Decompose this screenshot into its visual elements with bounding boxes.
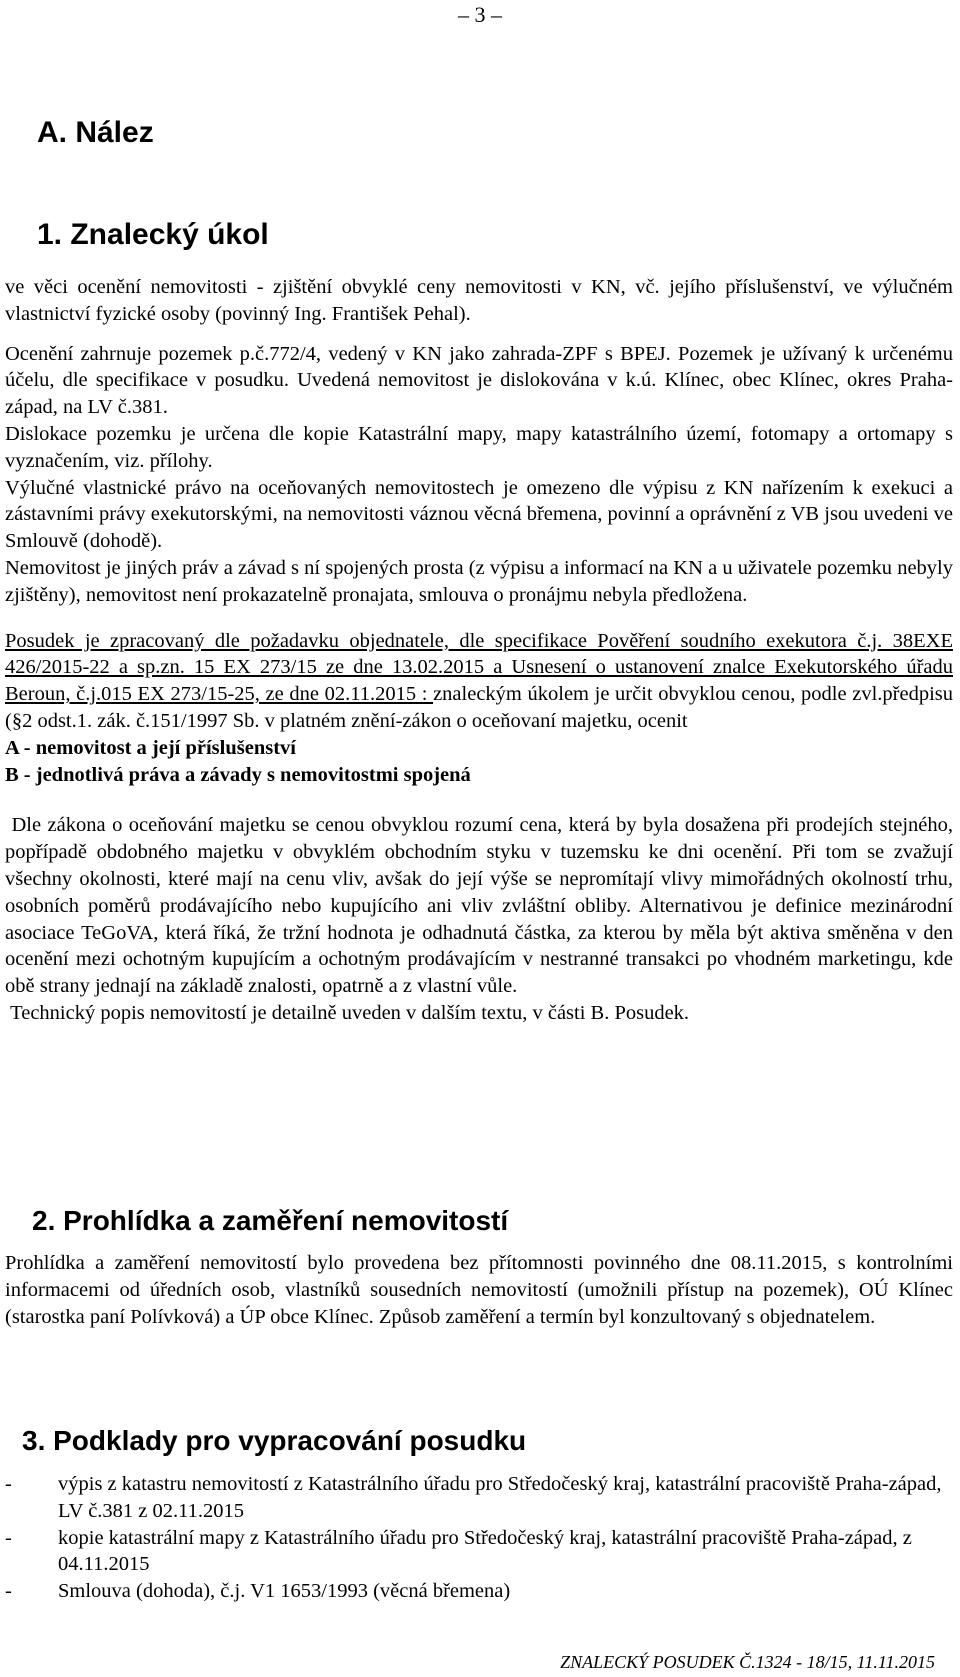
underlined-text: Posudek je zpracovaný dle požadavku objednatele, dle specifikace Pověření soudního exekutora č.j. 38EXE 426/2015-22 a sp.zn. 15 EX 273/15 ze dne 13.02.2015 a Usnesení o ustanovení znalce Exekutorského úřadu Beroun, č.j.015 EX 273/15-25, ze dne 02.11.2015 :: [5, 629, 953, 706]
list-dash: -: [5, 1473, 12, 1495]
paragraph: Dle zákona o oceňování majetku se cenou obvyklou rozumí cena, která by byla dosažena při prodejích stejného, popřípadě obdobného majetku v obvyklém obchodním styku v tuzemsku ke dni ocenění. Při tom se zvažují všechny okolnosti, které mají na cenu vliv, avšak do její výše se nepromítají vlivy mimořádných okolností trhu, osobních poměrů prodávajícího nebo kupujícího ani vliv zvláštní obliby. Alternativou je definice mezinárodní asociace TeGoVA, která říká, že tržní hodnota je odhadnutá částka, za kterou by měla být aktiva směněna v den ocenění mezi ochotným kupujícím a ochotným prodávajícím v nestranné transakci po vhodném marketingu, kde obě strany jednají na základě znalosti, opatrně a z vlastní vůle.: [5, 814, 959, 998]
list-item-text: výpis z katastru nemovitostí z Katastrálního úřadu pro Středočeský kraj, katastrální pracoviště Praha-západ, LV č.381 z 02.11.2015: [58, 1473, 942, 1522]
section-2-heading: 2. Prohlídka a zaměření nemovitostí: [32, 1205, 509, 1236]
main-heading: A. Nález: [37, 116, 154, 149]
paragraph: Dislokace pozemku je určena dle kopie Katastrální mapy, mapy katastrálního území, fotomapy a ortomapy s vyznačením, viz. přílohy.: [5, 422, 953, 472]
section-3-heading: 3. Podklady pro vypracování posudku: [22, 1425, 527, 1456]
list-item: [5, 1525, 953, 1579]
list-dash: -: [5, 1580, 12, 1603]
paragraph: Výlučné vlastnické právo na oceňovaných nemovitostech je omezeno dle výpisu z KN nařízením k exekuci a zástavními právy exekutorskými, na nemovitosti váznou věcná břemena, povinní a oprávnění z VB jsou uvedeni ve Smlouvě (dohodě).: [5, 476, 953, 553]
paragraph: Technický popis nemovitostí je detailně uveden v dalším textu, v části B. Posudek.: [5, 1001, 690, 1024]
paragraph: Prohlídka a zaměření nemovitostí bylo provedena bez přítomnosti povinného dne 08.11.2015, s kontrolními informacemi od úředních osob, vlastníků sousedních nemovitostí (umožnili přístup na pozemek), OÚ Klínec (starostka paní Polívková) a ÚP obce Klínec. Způsob zaměření a termín byl konzultovaný s objednatelem.: [5, 1252, 953, 1328]
list-item: [5, 1578, 953, 1605]
bold-item-a: A - nemovitost a její příslušenství: [5, 736, 296, 759]
paragraph: Nemovitost je jiných práv a závad s ní spojených prosta (z výpisu a informací na KN a u uživatele pozemku nebyly zjištěny), nemovitost není prokazatelně pronajata, smlouva o pronájmu nebyla předložena.: [5, 556, 953, 606]
list-dash: -: [5, 1526, 12, 1549]
paragraph: ve věci ocenění nemovitosti - zjištění obvyklé ceny nemovitosti v KN, vč. jejího příslušenství, ve výlučném vlastnictví fyzické osoby (povinný Ing. František Pehal).: [5, 276, 953, 325]
footer: ZNALECKÝ POSUDEK Č.1324 - 18/15, 11.11.2015: [560, 1652, 935, 1672]
section-1-heading: 1. Znalecký úkol: [37, 218, 269, 251]
list-item-text: kopie katastrální mapy z Katastrálního úřadu pro Středočeský kraj, katastrální pracoviště Praha-západ, z 04.11.2015: [58, 1526, 912, 1576]
list-item: [5, 1471, 953, 1525]
paragraph: [5, 628, 953, 735]
section-2-body: [5, 1250, 953, 1330]
page-number: – 3 –: [458, 2, 502, 27]
paragraph: Ocenění zahrnuje pozemek p.č.772/4, vedený v KN jako zahrada-ZPF s BPEJ. Pozemek je užívaný k určenému účelu, dle specifikace v posudku. Uvedená nemovitost je dislokována v k.ú. Klínec, obec Klínec, okres Praha-západ, na LV č.381.: [5, 342, 953, 419]
list-item-text: Smlouva (dohoda), č.j. V1 1653/1993 (věcná břemena): [58, 1580, 511, 1603]
paragraph-text: znaleckým úkolem je určit obvyklou cenou, podle zvl.předpisu (§2 odst.1. zák. č.151/1997 Sb. v platném znění-zákon o oceňovaní majetku, ocenit: [5, 683, 954, 732]
section-1-body: [5, 274, 959, 1027]
document-list: [5, 1471, 953, 1605]
bold-item-b: B - jednotlivá práva a závady s nemovitostmi spojená: [5, 763, 471, 786]
